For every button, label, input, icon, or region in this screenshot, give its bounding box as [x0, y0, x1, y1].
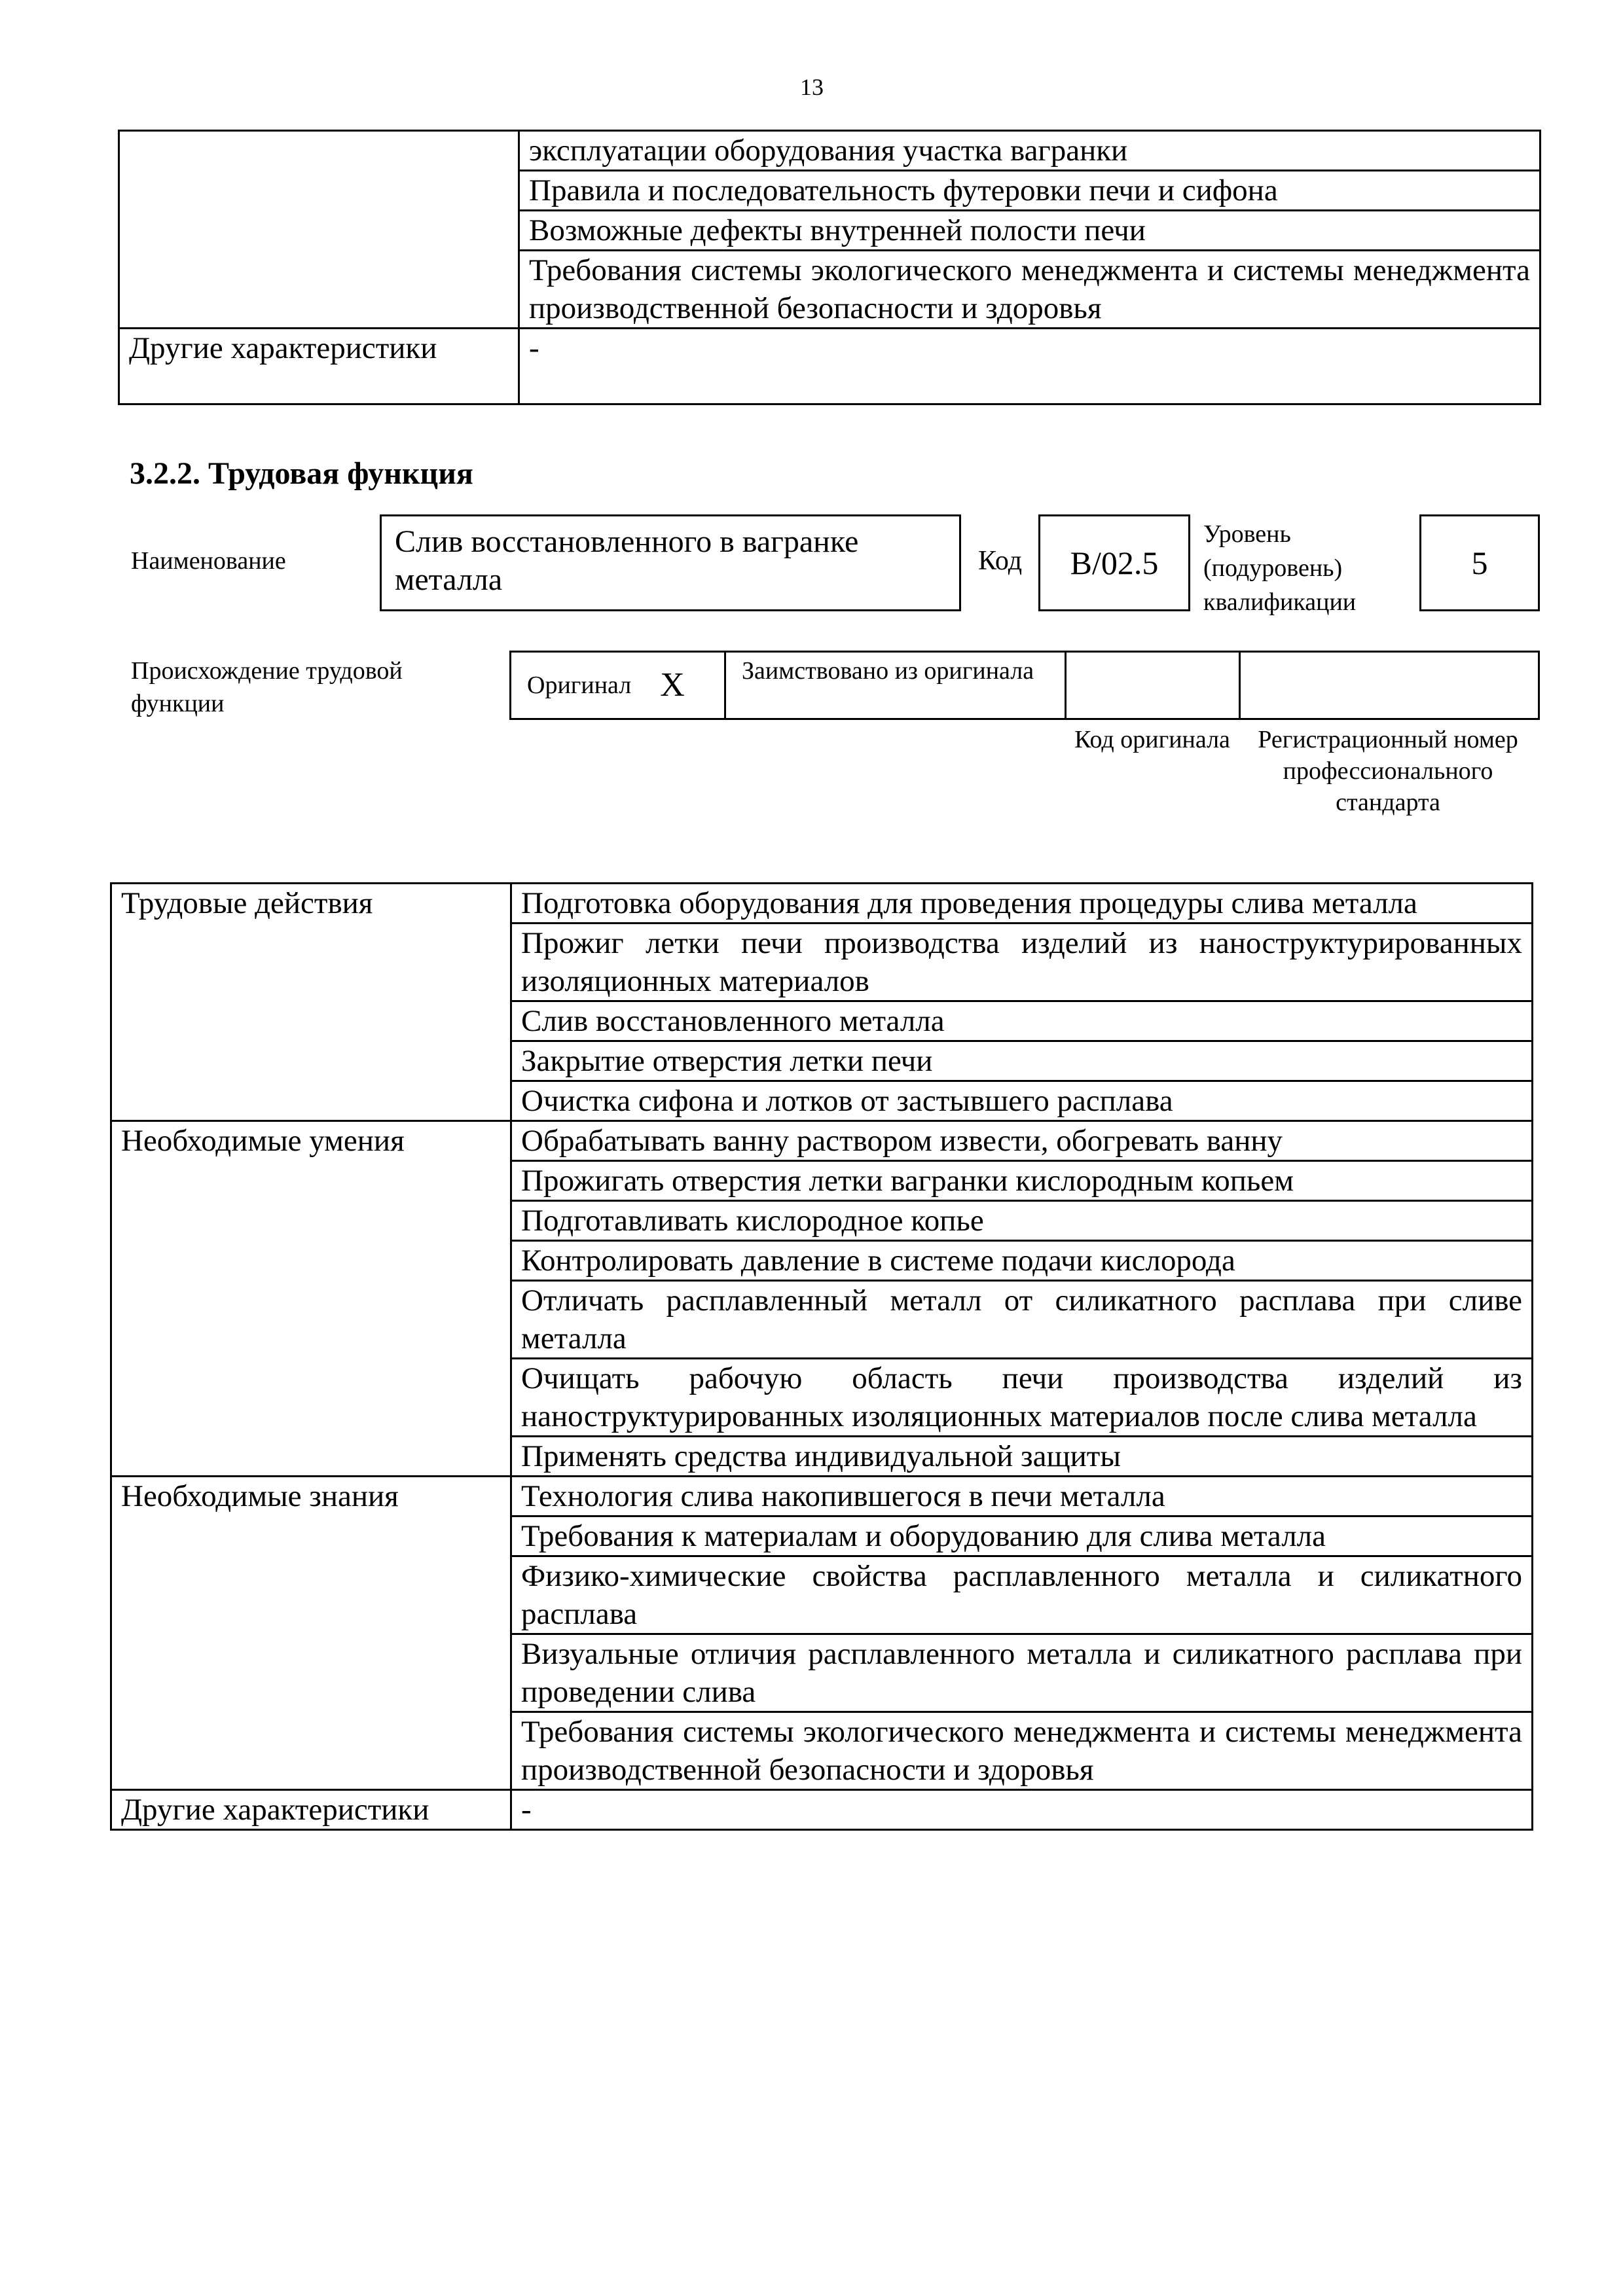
- table-cell: Визуальные отличия расплавленного металла и силикатного расплава при проведении слива: [511, 1634, 1533, 1712]
- table-cell: Прожигать отверстия летки вагранки кислородным копьем: [511, 1161, 1533, 1201]
- other-characteristics-label: Другие характеристики: [111, 1790, 511, 1830]
- required-skills-label: Необходимые умения: [111, 1121, 511, 1477]
- code-value-box: B/02.5: [1038, 514, 1190, 611]
- table-cell: Технология слива накопившегося в печи металла: [511, 1477, 1533, 1516]
- table-cell: Требования системы экологического менеджмента и системы менеджмента производственной безопасности и здоровья: [519, 251, 1541, 329]
- table-cell: Очищать рабочую область печи производства изделий из наноструктурированных изоляционных материалов после слива металла: [511, 1359, 1533, 1437]
- other-characteristics-value: -: [511, 1790, 1533, 1830]
- table-cell: Требования к материалам и оборудованию для слива металла: [511, 1516, 1533, 1556]
- origin-label: Происхождение трудовой функции: [131, 657, 403, 717]
- section-title: 3.2.2. Трудовая функция: [130, 456, 473, 491]
- table-row: [111, 1121, 1533, 1161]
- table-cell: Очистка сифона и лотков от застывшего расплава: [511, 1081, 1533, 1121]
- other-characteristics-value: -: [519, 329, 1541, 404]
- table-row: [111, 1477, 1533, 1516]
- function-name-box: Слив восстановленного в вагранке металла: [380, 514, 961, 611]
- registration-number-cell: [1241, 653, 1538, 718]
- qualification-level-box: 5: [1419, 514, 1540, 611]
- origin-row: [509, 651, 1540, 720]
- table-cell: Слив восстановленного металла: [511, 1001, 1533, 1041]
- original-mark: X: [660, 666, 685, 704]
- table-cell: Обрабатывать ванну раствором извести, обогревать ванну: [511, 1121, 1533, 1161]
- original-code-label: Код оригинала: [1074, 726, 1230, 753]
- table-row: [119, 329, 1541, 404]
- name-label: Наименование: [131, 547, 286, 575]
- table-cell: Физико-химические свойства расплавленного металла и силикатного расплава: [511, 1556, 1533, 1634]
- registration-number-label: Регистрационный номер профессионального стандарта: [1258, 726, 1518, 816]
- table-cell: эксплуатации оборудования участка вагранки: [519, 131, 1541, 171]
- original-code-cell: [1067, 653, 1241, 718]
- table-cell: Закрытие отверстия летки печи: [511, 1041, 1533, 1081]
- original-cell: [511, 653, 726, 718]
- table-cell: Возможные дефекты внутренней полости печи: [519, 211, 1541, 251]
- table-cell: Применять средства индивидуальной защиты: [511, 1437, 1533, 1477]
- labor-actions-label: Трудовые действия: [111, 884, 511, 1121]
- page-number: 13: [800, 74, 824, 100]
- required-knowledge-label: Необходимые знания: [111, 1477, 511, 1790]
- qualification-level-label: Уровень (подуровень) квалификации: [1203, 520, 1357, 616]
- borrowed-label: Заимствовано из оригинала: [726, 653, 1067, 718]
- empty-left-cell: [119, 131, 519, 329]
- other-characteristics-label: Другие характеристики: [119, 329, 519, 404]
- table-row: [119, 131, 1541, 171]
- table-cell: Контролировать давление в системе подачи кислорода: [511, 1241, 1533, 1281]
- code-label: Код: [978, 546, 1023, 576]
- table-row: [111, 1790, 1533, 1830]
- knowledge-continuation-table: [118, 130, 1541, 405]
- table-cell: Требования системы экологического менеджмента и системы менеджмента производственной безопасности и здоровья: [511, 1712, 1533, 1790]
- table-cell: Подготовка оборудования для проведения процедуры слива металла: [511, 884, 1533, 924]
- original-label: Оригинал: [527, 672, 632, 699]
- labor-function-table: [110, 882, 1533, 1831]
- table-cell: Прожиг летки печи производства изделий из наноструктурированных изоляционных материалов: [511, 924, 1533, 1001]
- table-cell: Отличать расплавленный металл от силикатного расплава при сливе металла: [511, 1281, 1533, 1359]
- table-cell: Подготавливать кислородное копье: [511, 1201, 1533, 1241]
- table-row: [111, 884, 1533, 924]
- table-cell: Правила и последовательность футеровки печи и сифона: [519, 171, 1541, 211]
